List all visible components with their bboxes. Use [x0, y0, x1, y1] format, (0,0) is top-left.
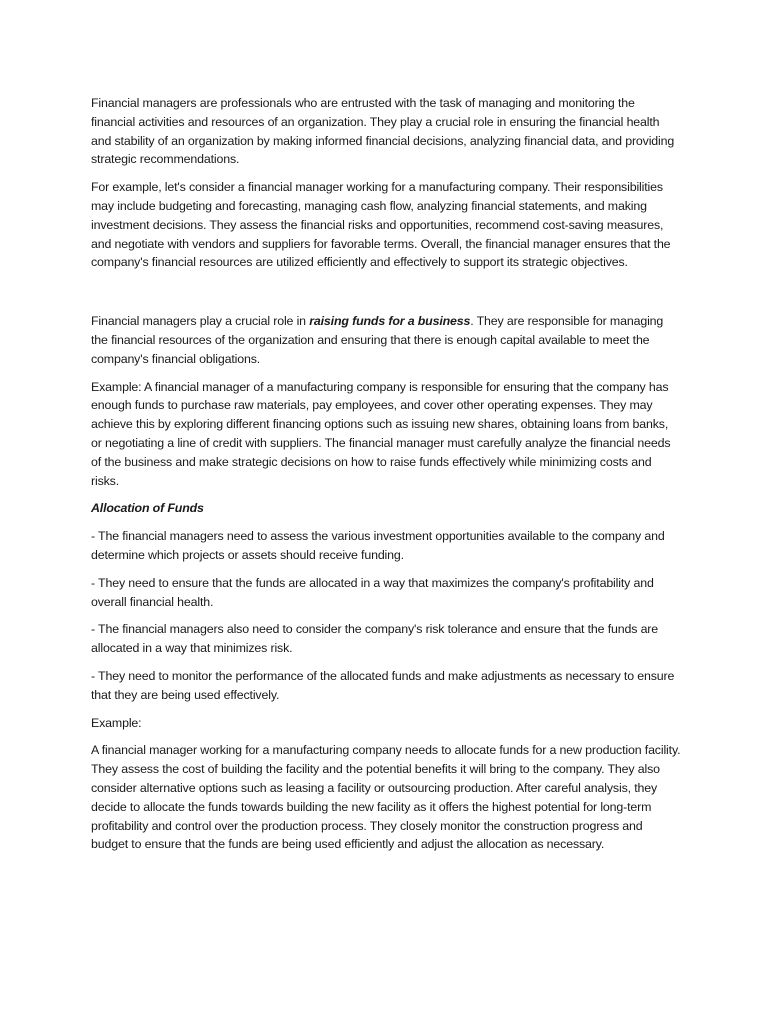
- example-paragraph-3: A financial manager working for a manufacturing company needs to allocate funds for a new production facility. They assess the cost of building the facility and the potential benefits it will bring to the company. They also consider alternative options such as leasing a facility or outsourcing production. After careful analysis, they decide to allocate the funds towards building the new facility as it offers the highest potential for long-term profitability and control over the production process. They closely monitor the construction progress and budget to ensure that the funds are being used efficiently and adjust the allocation as necessary.: [91, 743, 681, 852]
- bullet-item: - The financial managers also need to consider the company's risk tolerance and ensure that the funds are allocated in a way that minimizes risk.: [91, 622, 659, 656]
- example-paragraph-2: Example: A financial manager of a manufacturing company is responsible for ensuring that the company has enough funds to purchase raw materials, pay employees, and cover other operating expenses. They may achieve this by exploring different financing options such as issuing new shares, obtaining loans from banks, or negotiating a line of credit with suppliers. The financial manager must carefully analyze the financial needs of the business and make strategic decisions on how to raise funds effectively while minimizing costs and risks.: [91, 379, 671, 488]
- intro-paragraph: Financial managers are professionals who are entrusted with the task of managing and monitoring the financial activities and resources of an organization. They play a crucial role in ensuring the financial health and stability of an organization by making informed financial decisions, analyzing financial data, and providing strategic recommendations.: [91, 96, 675, 167]
- bullet-item: - They need to monitor the performance of the allocated funds and make adjustments as necessary to ensure that they are being used effectively.: [91, 668, 675, 702]
- raising-funds-emphasis: raising funds for a business: [309, 314, 471, 329]
- document-page: [91, 94, 681, 863]
- raising-funds-text-after: . They are responsible for managing the financial resources of the organization and ensuring that there is enough capital available to meet the company's financial obligations.: [91, 314, 664, 366]
- raising-funds-paragraph: [91, 312, 681, 368]
- bullet-item: - The financial managers need to assess the various investment opportunities available to the company and determine which projects or assets should receive funding.: [91, 529, 665, 562]
- example-paragraph-1: For example, let's consider a financial manager working for a manufacturing company. Their responsibilities may include budgeting and forecasting, managing cash flow, analyzing financial statements, and making investment decisions. They assess the financial risks and opportunities, recommend cost-saving measures, and negotiate with vendors and suppliers for favorable terms. Overall, the financial manager ensures that the company's financial resources are utilized efficiently and effectively to support its strategic objectives.: [91, 180, 671, 270]
- raising-funds-text-before: Financial managers play a crucial role in: [91, 314, 310, 329]
- allocation-heading: Allocation of Funds: [91, 501, 204, 516]
- bullet-item: - They need to ensure that the funds are allocated in a way that maximizes the company's profitability and overall financial health.: [91, 575, 654, 609]
- example-label: Example:: [91, 715, 142, 730]
